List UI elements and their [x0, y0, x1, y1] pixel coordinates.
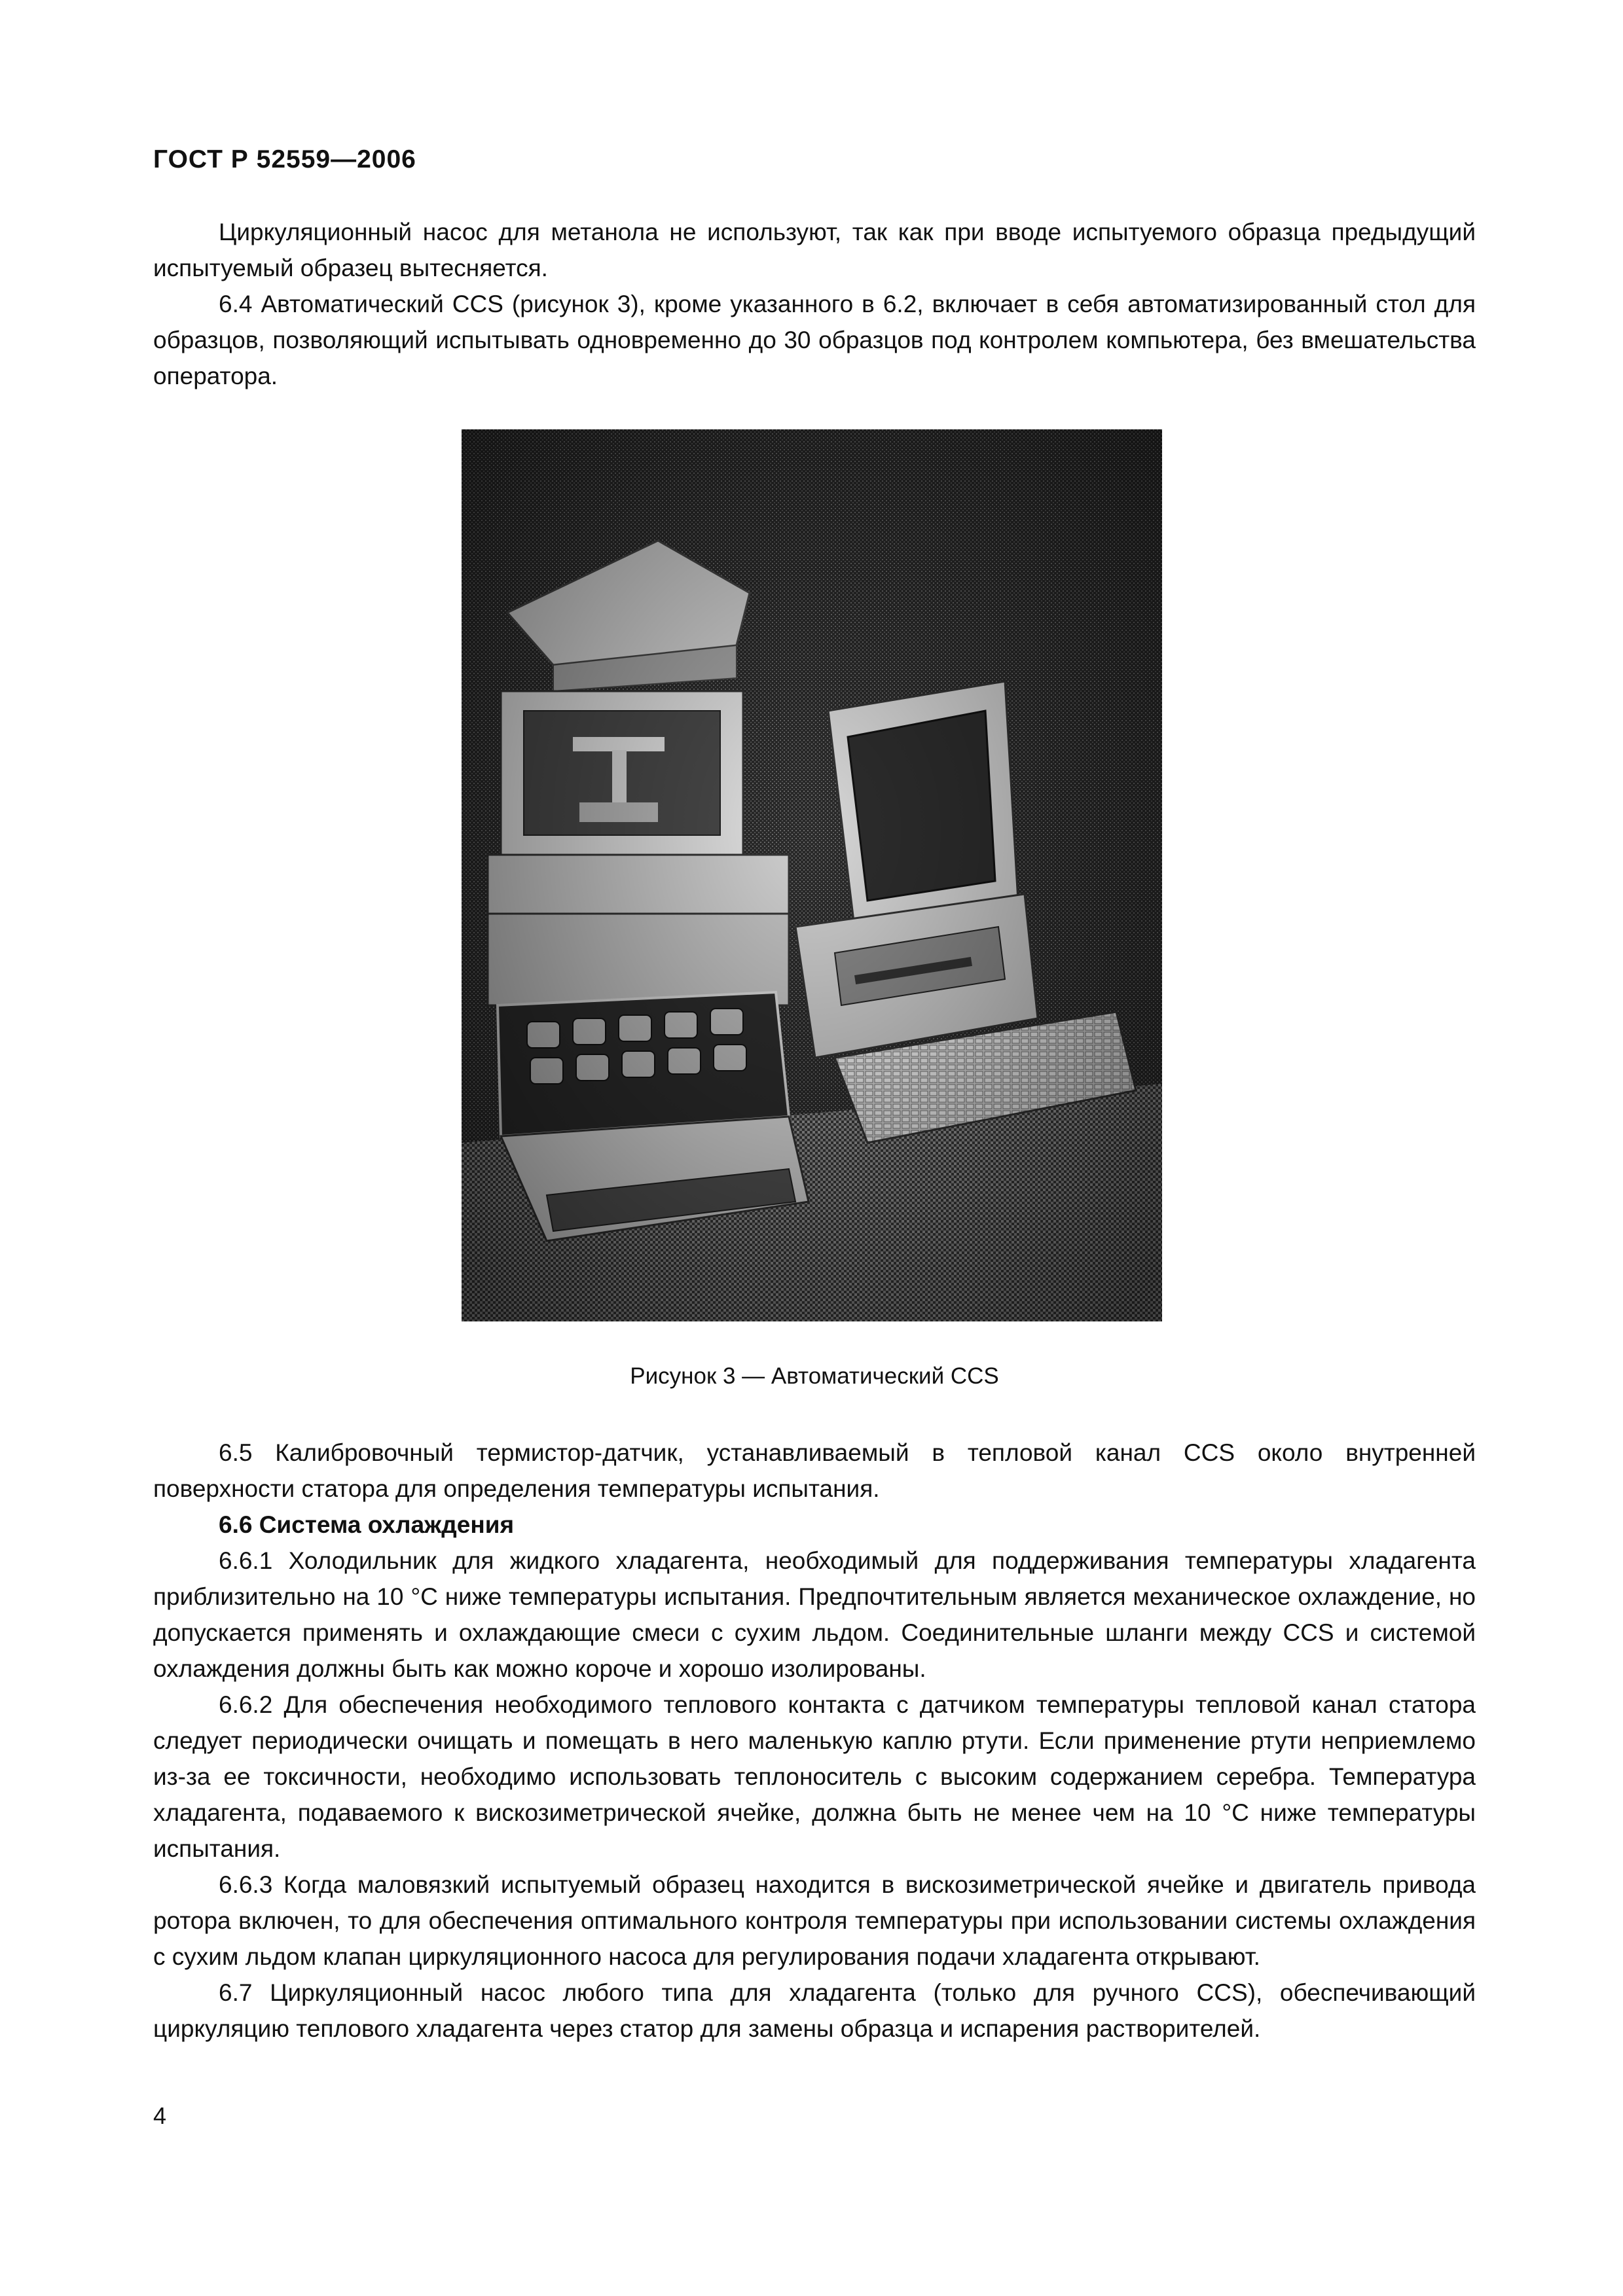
figure-photo-automatic-ccs: [462, 429, 1162, 1321]
bottom-text-block: [153, 1435, 1476, 2047]
figure-caption: Рисунок 3 — Автоматический CCS: [630, 1363, 999, 1389]
paragraph: Циркуляционный насос для метанола не используют, так как при вводе испытуемого образца предыдущий испытуемый образец вытесняется.: [153, 219, 1476, 281]
paragraph: 6.6.3 Когда маловязкий испытуемый образец находится в вискозиметрической ячейке и двигатель привода ротора включен, то для обеспечения оптимального контроля температуры при использовании системы охлаждения с сухим льдом клапан циркуляционного насоса для регулирования подачи хладагента открывают.: [153, 1871, 1476, 1970]
paragraph: 6.4 Автоматический CCS (рисунок 3), кроме указанного в 6.2, включает в себя автоматизированный стол для образцов, позволяющий испытывать одновременно до 30 образцов под контролем компьютера, без вмешательства оператора.: [153, 291, 1476, 389]
paragraph: 6.7 Циркуляционный насос любого типа для хладагента (только для ручного CCS), обеспечивающий циркуляцию теплового хладагента через статор для замены образца и испарения растворителей.: [153, 1979, 1476, 2042]
section-heading: 6.6 Система охлаждения: [219, 1511, 515, 1538]
paragraph: 6.6.1 Холодильник для жидкого хладагента, необходимый для поддерживания температуры хладагента приблизительно на 10 °С ниже температуры испытания. Предпочтительным является механическое охлаждение, но допускается применять и охлаждающие смеси с сухим льдом. Соединительные шланги между CCS и системой охлаждения должны быть как можно короче и хорошо изолированы.: [153, 1547, 1476, 1682]
top-text-block: [153, 214, 1476, 394]
paragraph: 6.5 Калибровочный термистор-датчик, устанавливаемый в тепловой канал CCS около внутренней поверхности статора для определения температуры испытания.: [153, 1439, 1476, 1502]
page-number: 4: [153, 2102, 167, 2129]
paragraph: 6.6.2 Для обеспечения необходимого теплового контакта с датчиком температуры тепловой канал статора следует периодически очищать и помещать в него маленькую каплю ртути. Если применение ртути неприемлемо из-за ее токсичности, необходимо использовать теплоноситель с высоким содержанием серебра. Температура хладагента, подаваемого к вискозиметрической ячейке, должна быть не менее чем на 10 °С ниже температуры испытания.: [153, 1691, 1476, 1862]
document-header: ГОСТ Р 52559—2006: [153, 145, 416, 173]
